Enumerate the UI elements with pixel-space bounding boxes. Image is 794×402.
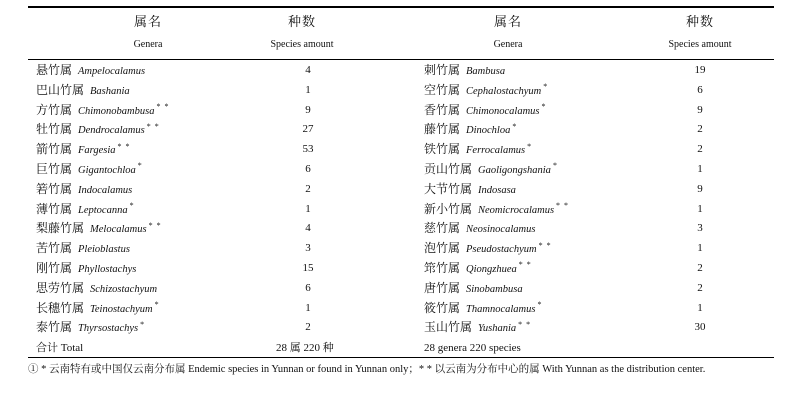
genus-name-latin: Dendrocalamus (78, 125, 145, 137)
genus-name-zh: 巨竹属 (36, 161, 73, 176)
genus-name-latin: Pleioblastus (78, 244, 130, 256)
right-species-count: 3 (697, 222, 703, 235)
left-genus-cell (36, 299, 160, 320)
genus-name-latin: Neosinocalamus (466, 224, 536, 236)
right-genus-cell (424, 61, 507, 82)
genus-name-latin: Cephalostachyum (466, 85, 542, 97)
left-species-count: 15 (302, 261, 314, 274)
genus-name-zh: 箭竹属 (36, 142, 73, 157)
genus-name-latin: Sinobambusa (466, 283, 523, 295)
genus-name-latin: Qiongzhuea (466, 263, 517, 275)
left-genus-cell (36, 140, 131, 161)
left-species-count: 4 (305, 64, 311, 76)
genus-name-zh: 泡竹属 (424, 241, 461, 256)
right-genus-cell (424, 140, 532, 161)
genus-name-zh: 思劳竹属 (36, 280, 85, 295)
genus-name-zh: 筇竹属 (424, 260, 461, 275)
genus-name-latin: Melocalamus (90, 224, 147, 236)
right-species-count: 9 (697, 103, 703, 116)
left-species-count: 4 (305, 222, 311, 235)
right-species-count: 1 (697, 202, 703, 215)
genus-name-latin: Schizostachyum (90, 283, 158, 295)
right-genus-cell (424, 180, 518, 201)
genus-name-zh: 梨藤竹属 (36, 221, 85, 236)
left-species-count: 6 (305, 281, 311, 294)
right-genus-cell (424, 259, 532, 280)
right-species-count: 19 (694, 64, 706, 76)
table-row (28, 81, 774, 101)
left-genus-cell (36, 180, 134, 201)
header-genera-zh: 属名 (493, 14, 522, 29)
right-species-count: 1 (697, 301, 703, 314)
genus-name-latin: Teinostachyum (90, 303, 153, 315)
header-species-zh: 种数 (287, 14, 316, 29)
header-species-en: Species amount (270, 39, 334, 50)
header-species-zh: 种数 (685, 14, 714, 29)
header-species-right (630, 11, 770, 50)
genus-name-zh: 刚竹属 (36, 260, 73, 275)
header-rule (28, 59, 774, 60)
genus-name-zh: 悬竹属 (36, 63, 73, 77)
right-species-count: 1 (697, 162, 703, 175)
genus-name-zh: 唐竹属 (424, 280, 461, 295)
table-row (28, 101, 774, 121)
right-species-count: 2 (697, 123, 703, 136)
header-genera-left (88, 11, 208, 50)
endemic-mark: * (154, 299, 160, 309)
endemic-mark: * (541, 101, 547, 111)
genus-name-zh: 牡竹属 (36, 122, 73, 137)
genus-name-latin: Thamnocalamus (466, 303, 536, 315)
genus-name-latin: Yushania (478, 323, 517, 335)
left-species-count: 1 (305, 202, 311, 215)
right-genus-cell (424, 219, 537, 240)
table-row (28, 200, 774, 220)
genus-name-zh: 大节竹属 (424, 181, 473, 196)
right-genus-cell (424, 120, 517, 141)
right-species-count: 9 (697, 182, 703, 195)
footnote: ① * 云南特有或中国仅云南分布属 Endemic species in Yunnan or found in Yunnan only；* * 以云南为分布中心的属 With Yunnan as the distribution center. (28, 364, 706, 375)
total-row (28, 339, 774, 357)
endemic-mark: * * (117, 141, 131, 151)
header-genera-right (448, 11, 568, 50)
genus-name-latin: Fargesia (78, 145, 116, 157)
left-genus-cell (36, 120, 160, 141)
right-species-count: 6 (697, 83, 703, 96)
endemic-mark: * * (518, 319, 532, 329)
header-species-en: Species amount (668, 39, 732, 50)
endemic-mark: * (552, 161, 558, 171)
endemic-mark: * * (146, 121, 160, 131)
genus-name-latin: Chimonocalamus (466, 105, 540, 117)
genus-name-zh: 新小竹属 (424, 201, 473, 216)
table-row (28, 140, 774, 160)
genus-name-zh: 慈竹属 (424, 221, 461, 236)
table-row (28, 120, 774, 140)
genus-name-latin: Dinochloa (466, 125, 511, 137)
genus-name-zh: 苦竹属 (36, 241, 73, 256)
genus-name-zh: 刺竹属 (424, 63, 461, 77)
genus-name-zh: 藤竹属 (424, 122, 461, 137)
genus-name-latin: Bashania (90, 85, 130, 97)
table-row (28, 299, 774, 319)
right-genus-cell (424, 160, 558, 181)
genus-name-zh: 泰竹属 (36, 320, 73, 335)
endemic-mark: * (543, 82, 549, 92)
endemic-mark: * (512, 121, 518, 131)
right-genus-cell (424, 318, 531, 339)
endemic-mark: * * (538, 240, 552, 250)
right-species-count: 2 (697, 143, 703, 156)
right-genus-cell (424, 200, 569, 221)
genus-name-zh: 巴山竹属 (36, 82, 85, 97)
right-genus-cell (424, 279, 525, 300)
genus-name-latin: Leptocanna (78, 204, 128, 216)
left-species-count: 3 (305, 242, 311, 255)
genus-name-zh: 筱竹属 (424, 300, 461, 315)
total-label: 合计 Total (36, 342, 84, 354)
genus-name-latin: Thyrsostachys (78, 323, 139, 335)
genus-name-latin: Indocalamus (78, 184, 133, 196)
left-species-count: 1 (305, 301, 311, 314)
genus-name-zh: 箬竹属 (36, 181, 73, 196)
header-genera-zh: 属名 (133, 14, 162, 29)
right-genus-cell (424, 101, 547, 122)
right-genus-cell (424, 81, 548, 102)
endemic-mark: * * (148, 220, 162, 230)
left-genus-cell (36, 200, 135, 221)
table-row (28, 279, 774, 299)
endemic-mark: * * (156, 101, 170, 111)
endemic-mark: * (527, 141, 533, 151)
table-row (28, 219, 774, 239)
left-species-count: 27 (302, 123, 314, 136)
table-bottom-rule (28, 357, 774, 358)
left-species-count: 2 (305, 321, 311, 334)
genus-name-latin: Phyllostachys (78, 263, 137, 275)
right-genus-cell (424, 299, 542, 320)
genus-name-zh: 香竹属 (424, 102, 461, 117)
endemic-mark: * * (518, 260, 532, 270)
endemic-mark: * (129, 200, 135, 210)
right-species-count: 1 (697, 242, 703, 255)
left-genus-cell (36, 259, 138, 280)
genus-name-latin: Pseudostachyum (466, 244, 537, 256)
genus-name-zh: 长穗竹属 (36, 300, 85, 315)
genus-name-latin: Ampelocalamus (78, 66, 146, 77)
left-species-count: 6 (305, 162, 311, 175)
genus-name-zh: 方竹属 (36, 102, 73, 117)
endemic-mark: * (537, 299, 543, 309)
left-species-count: 9 (305, 103, 311, 116)
left-genus-cell (36, 81, 132, 102)
table-row (28, 61, 774, 81)
genus-name-latin: Ferrocalamus (466, 145, 526, 157)
left-genus-cell (36, 279, 159, 300)
right-species-count: 30 (694, 321, 706, 334)
right-genus-cell (424, 239, 552, 260)
table-row (28, 259, 774, 279)
table-top-rule (28, 6, 774, 8)
right-species-count: 2 (697, 281, 703, 294)
genus-name-zh: 贡山竹属 (424, 161, 473, 176)
left-species-count: 2 (305, 182, 311, 195)
left-genus-cell (36, 61, 147, 82)
genus-name-latin: Neomicrocalamus (478, 204, 555, 216)
header-genera-en: Genera (133, 39, 163, 50)
left-species-count: 53 (302, 143, 314, 156)
genus-name-zh: 铁竹属 (424, 142, 461, 157)
total-count-zh: 28 属 220 种 (276, 342, 334, 354)
endemic-mark: * (140, 319, 146, 329)
genus-name-latin: Chimonobambusa (78, 105, 155, 117)
endemic-mark: * (137, 161, 143, 171)
table-body (28, 61, 774, 338)
left-genus-cell (36, 160, 143, 181)
header-species-left (236, 11, 368, 50)
genus-name-latin: Gigantochloa (78, 164, 136, 176)
table-row (28, 239, 774, 259)
genus-name-latin: Bambusa (466, 66, 506, 77)
right-species-count: 2 (697, 261, 703, 274)
genus-name-latin: Gaoligongshania (478, 164, 551, 176)
left-species-count: 1 (305, 83, 311, 96)
table-row (28, 160, 774, 180)
genus-name-zh: 玉山竹属 (424, 320, 473, 335)
endemic-mark: * * (556, 200, 570, 210)
genus-name-zh: 空竹属 (424, 82, 461, 97)
left-genus-cell (36, 101, 169, 122)
table-row (28, 318, 774, 338)
genus-name-latin: Indosasa (478, 184, 516, 196)
left-genus-cell (36, 219, 162, 240)
left-genus-cell (36, 239, 132, 260)
table-row (28, 180, 774, 200)
left-genus-cell (36, 318, 145, 339)
genus-name-zh: 薄竹属 (36, 201, 73, 216)
total-count-en: 28 genera 220 species (424, 342, 521, 354)
header-genera-en: Genera (493, 39, 523, 50)
